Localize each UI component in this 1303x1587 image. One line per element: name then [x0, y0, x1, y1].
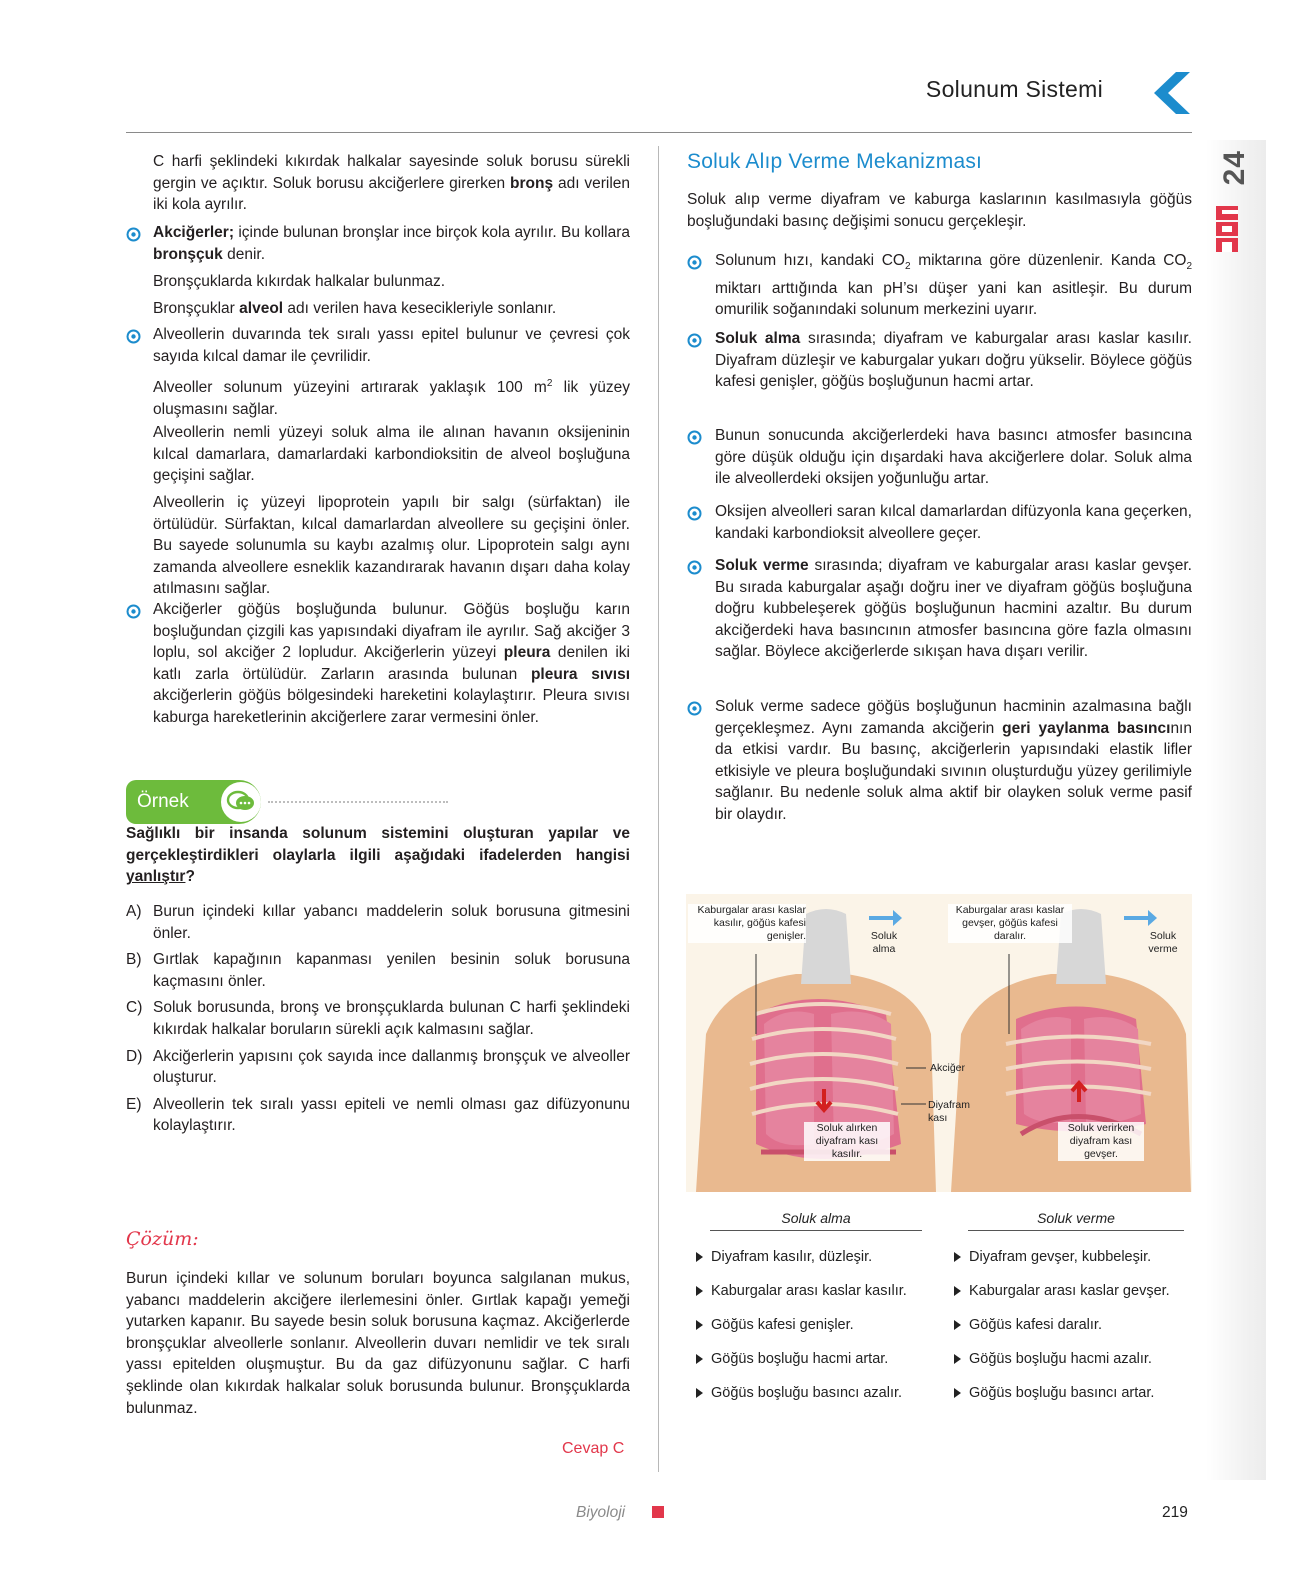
list-item: Diyafram gevşer, kubbeleşir. [954, 1240, 1198, 1274]
bullet-paragraph: Akciğerler göğüs boşluğunda bulunur. Göğüs boşluğu karın boşluğundan çizgili kas yapısındaki diyafram ile ayrılır. Sağ akciğer 3 loplu, sol akciğer 2 lopludur. Akciğerlerin yüzeyi pleura denilen iki katlı zarla örtülüdür. Zarların arasında bulunan pleura sıvısı akciğerlerin göğüs bölgesindeki hareketini kolaylaştırır. Pleura sıvısı kaburga hareketlerinin akciğerlere zarar vermesini önler. [153, 601, 630, 726]
subject-label: Biyoloji [576, 1504, 626, 1521]
paragraph: Soluk alıp verme diyafram ve kaburga kaslarının kasılmasıyla göğüs boşluğundaki basınç değişimi sonucu gerçekleşir. [687, 191, 1192, 230]
arrow-right-icon [954, 1388, 961, 1398]
arrow-right-icon [696, 1388, 703, 1398]
list-item: Göğüs kafesi genişler. [696, 1308, 946, 1342]
option-a[interactable]: A) Burun içindeki kıllar yabancı maddelerin soluk borusuna gitmesini önler. [126, 903, 630, 942]
example-question: Sağlıklı bir insanda solunum sistemini oluşturan yapılar ve gerçekleştirdikleri olaylarla ilgili aşağıdaki ifadelerden hangisi yanlıştır? [126, 825, 630, 886]
arrow-right-icon [696, 1252, 703, 1262]
arrow-right-icon [954, 1354, 961, 1364]
bullet-paragraph: Soluk verme sadece göğüs boşluğunun hacminin azalmasına bağlı gerçekleşmez. Aynı zamanda akciğerin geri yaylanma basıncının da etkisi vardır. Bu basınç, akciğerlerin yapısındaki elastik lifler etkisiyle ve pleura boşluğundaki sıvının oluşturduğu yüzey gerilimiyle sağlanır. Bu nedenle soluk alma aktif bir olayken soluk verme pasif bir olaydır. [715, 698, 1192, 823]
paragraph: Alveollerin nemli yüzeyi soluk alma ile alınan havanın oksijeninin kılcal damarlara, damarlardaki karbondioksitin de alveol boşluğuna geçişini sağlar. [153, 424, 630, 485]
paragraph: Bronşçuklarda kıkırdak halkalar bulunmaz. [153, 273, 446, 290]
paragraph: Alveoller solunum yüzeyini artırarak yaklaşık 100 $m^2$ lik yüzey oluşmasını sağlar. [153, 378, 631, 418]
bullet-paragraph: Soluk alma sırasında; diyafram ve kaburgalar arası kaslar kasılır. Diyafram düzleşir ve kaburgalar yukarı doğru yükselir. Böylece göğüs kafesi genişler, göğüs boşluğunun hacmi artar. [715, 330, 1192, 391]
bullet-paragraph: Akciğerler; içinde bulunan bronşlar ince birçok kola ayrılır. Bu kollara bronşçuk denir. [153, 224, 630, 263]
answer: Cevap C [562, 1440, 625, 1457]
example-label: Örnek [137, 791, 189, 812]
bullet-icon [126, 604, 141, 619]
arrow-right-icon [954, 1320, 961, 1330]
exhale-list [954, 1240, 1198, 1410]
paragraph: Alveollerin iç yüzeyi lipoprotein yapılı bir salgı (sürfaktan) ile örtülüdür. Sürfaktan, kılcal damarlardan alveollere su geçişini önler. Bu sayede solunumla su kaybı azalmış olur. Lipoprotein salgı aynı zamanda alveollere esneklik kazandırarak havanın dışarı daha kolay atılmasını sağlar. [153, 494, 630, 598]
bullet-icon [687, 255, 702, 270]
bullet-icon [687, 430, 702, 445]
inhale-list [696, 1240, 946, 1410]
bullet-icon [687, 506, 702, 521]
bullet-icon [687, 701, 702, 716]
bullet-paragraph: Soluk verme sırasında; diyafram ve kaburgalar arası kaslar gevşer. Bu sırada kaburgalar aşağı doğru iner ve diyafram göğüs boşluğuna doğru kubbeleşerek göğüs boşluğunun hacmini azaltır. Bu durum akciğerdeki hava basıncının atmosfer basıncına göre fazla olmasını sağlar. Böylece akciğerlerde sıkışan hava dışarı verilir. [715, 557, 1192, 661]
footer-square [652, 1506, 664, 1518]
breathing-figure [686, 894, 1192, 1192]
answer-options [126, 901, 630, 1137]
chat-bubble-icon [221, 782, 261, 822]
arrow-right-icon [696, 1286, 703, 1296]
chapter-title: Solunum Sistemi [925, 76, 1103, 102]
arrow-right-icon [696, 1354, 703, 1364]
arrow-right-icon [954, 1252, 961, 1262]
solution-text: Burun içindeki kıllar ve solunum boruları boyunca salgılanan mukus, yabancı maddelerin akciğere ilerlemesini önler. Gırtlak kapağı yemeği yutarken kapanır. Bu sayede besin soluk borusuna kaçmaz. Akciğerlerde bronşçuklar alveollerle sonlanır. Alveollerin duvarı nemlidir ve tek sıralı yassı epitelden oluşmuştur. Bu da gaz difüzyonunu sağlar. C harfi şeklinde olan kıkırdak halkalar soluk borusunda bulunur. Bronşçuklarda bulunmaz. [126, 1270, 630, 1417]
paragraph: C harfi şeklindeki kıkırdak halkalar sayesinde soluk borusu sürekli gergin ve açıktır. Soluk borusu akciğerlere girerken bronş adı verilen iki kola ayrılır. [153, 153, 631, 214]
bullet-paragraph: Solunum hızı, kandaki $CO_2$ miktarına göre düzenlenir. Kanda $CO_2$ miktarı arttığında kan pH’sı düşer yani kan asitleşir. Bu durum omurilik soğanındaki solunum merkezini uyarır. [715, 252, 1193, 319]
list-item: Kaburgalar arası kaslar kasılır. [696, 1274, 946, 1308]
tab-number: 24 [1218, 150, 1251, 186]
inhale-air-label: Soluk alma [870, 930, 898, 955]
inhale-rule [710, 1230, 922, 1231]
exhale-bottom-label: Soluk verirken diyafram kası gevşer. [1058, 1122, 1144, 1161]
intercostal-label-inhale: Kaburgalar arası kaslar kasılır, göğüs kafesi genişler. [688, 904, 806, 943]
arrow-right-icon [954, 1286, 961, 1296]
option-c[interactable]: C) Soluk borusunda, bronş ve bronşçuklarda bulunan C harfi şeklindeki kıkırdak halkalar boruların sürekli açık kalmasını sağlar. [126, 999, 630, 1038]
side-tab [1206, 140, 1266, 1480]
exhale-air-label: Soluk verme [1148, 930, 1178, 955]
exhale-heading: Soluk verme [1037, 1210, 1115, 1226]
bullet-icon [126, 227, 141, 242]
list-item: Diyafram kasılır, düzleşir. [696, 1240, 946, 1274]
bullet-paragraph: Oksijen alveolleri saran kılcal damarlardan difüzyonla kana geçerken, kandaki karbondioksit alveollere geçer. [715, 503, 1192, 542]
option-d[interactable]: D) Akciğerlerin yapısını çok sayıda ince dallanmış bronşçuk ve alveoller oluşturur. [126, 1047, 630, 1087]
exhale-rule [968, 1230, 1184, 1231]
bullet-paragraph: Alveollerin duvarında tek sıralı yassı epitel bulunur ve çevresi çok sayıda kılcal damar ile çevrilidir. [153, 326, 630, 365]
bullet-icon [687, 333, 702, 348]
arrow-right-icon [696, 1320, 703, 1330]
list-item: Göğüs kafesi daralır. [954, 1308, 1198, 1342]
chevron-left-icon [1146, 70, 1192, 116]
list-item: Kaburgalar arası kaslar gevşer. [954, 1274, 1198, 1308]
option-e[interactable]: E) Alveollerin tek sıralı yassı epiteli ve nemli olması gaz difüzyonunu kolaylaştırır. [126, 1095, 630, 1135]
paragraph: Bronşçuklar alveol adı verilen hava kesecikleriyle sonlanır. [153, 300, 557, 317]
list-item: Göğüs boşluğu hacmi artar. [696, 1342, 946, 1376]
section-title: Soluk Alıp Verme Mekanizması [687, 150, 983, 173]
dotted-rule [268, 801, 448, 803]
option-b[interactable]: B) Gırtlak kapağının kapanması yenilen besinin soluk borusuna kaçmasını önler. [126, 951, 630, 990]
column-divider [658, 146, 659, 1472]
solution-label: Çözüm: [126, 1228, 199, 1250]
lung-label: Akciğer [930, 1062, 966, 1074]
fen-logo-icon [1214, 204, 1240, 254]
bullet-icon [126, 329, 141, 344]
diaphragm-label: Diyafram kası [928, 1099, 971, 1124]
bullet-icon [687, 560, 702, 575]
list-item: Göğüs boşluğu hacmi azalır. [954, 1342, 1198, 1376]
inhale-bottom-label: Soluk alırken diyafram kası kasılır. [804, 1122, 890, 1161]
inhale-heading: Soluk alma [781, 1210, 851, 1226]
list-item: Göğüs boşluğu basıncı azalır. [696, 1376, 946, 1410]
bullet-paragraph: Bunun sonucunda akciğerlerdeki hava basıncı atmosfer basıncına göre düşük olduğu için dışardaki hava akciğerlere dolar. Soluk alma ile alveollerdeki oksijen yoğunluğu artar. [715, 427, 1192, 488]
list-item: Göğüs boşluğu basıncı artar. [954, 1376, 1198, 1410]
header-rule [126, 132, 1192, 133]
intercostal-label-exhale: Kaburgalar arası kaslar gevşer, göğüs kafesi daralır. [948, 904, 1072, 943]
page-number: 219 [1162, 1504, 1188, 1521]
